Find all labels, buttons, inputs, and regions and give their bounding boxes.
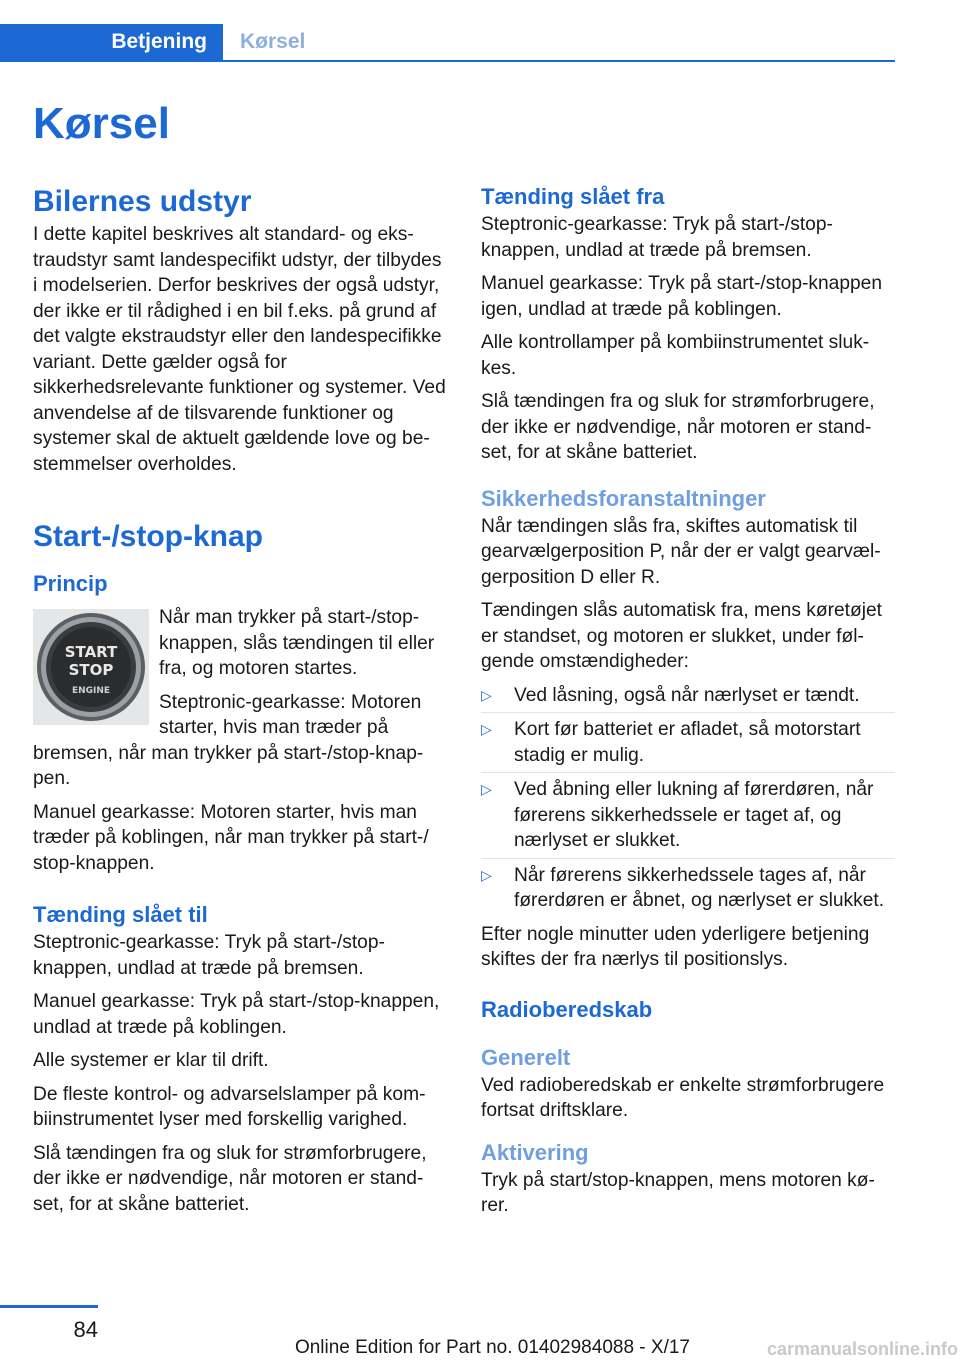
paragraph: Tryk på start/stop-knappen, mens motoren kører. [481,1169,875,1216]
right-column [481,182,895,1227]
subheading-radioberedskab: Radioberedskab [481,996,653,1022]
subheading-generelt: Generelt [481,1044,571,1070]
button-text-engine: ENGINE [71,686,111,696]
paragraph: Ved radioberedskab er enkelte strømforbrugere fortsat driftsklare. [481,1074,885,1121]
paragraph: Når tændingen slås fra, skiftes automatisk til gearvælgerposition P, når der er valgt gearvælgerposition D eller R. [481,515,881,588]
button-text-start: START [64,643,118,661]
paragraph: Efter nogle minutter uden yderligere betjening skiftes der fra nærlys til positionslys. [481,923,870,970]
button-text-stop: STOP [68,661,114,679]
paragraph: De fleste kontrol- og advarselslamper på kombiinstrumentet lyser med forskellig varighed. [33,1083,426,1130]
left-column [33,182,447,1225]
paragraph: Når man trykker på start-/stop-knappen, slås tændingen til eller fra, og motoren startes. [159,607,435,679]
list-item: ▷ Kort før batteriet er afladet, så motorstart stadig er mulig. [481,717,895,773]
chapter-title: Kørsel [33,99,170,148]
triangle-bullet-icon: ▷ [481,686,492,703]
subheading-princip: Princip [33,571,108,596]
subheading-sikkerhed: Sikkerhedsforanstaltninger [481,485,766,511]
list-item: ▷ Når førerens sikkerhedssele tages af, når førerdøren er åbnet, og nærlyset er slukket. [481,864,885,911]
tab-korsel[interactable]: Kørsel [240,30,306,53]
paragraph: Alle systemer er klar til drift. [33,1050,269,1071]
paragraph: Steptronic-gearkasse: Tryk på start-/stop-knappen, undlad at træde på bremsen. [481,214,833,261]
list-item: ▷ Ved låsning, også når nærlyset er tændt. [481,683,895,714]
paragraph: Steptronic-gearkasse: Motoren starter, hvis man træder på bremsen, når man trykker på start-/stop-knappen. [33,691,424,789]
paragraph: I dette kapitel beskrives alt standard- og ekstraudstyr samt landespecifikt udstyr, der tilbydes i modelserien. Derfor beskrives der også udstyr, der ikke er til rådighed i en bil f.eks. på grund af det valgte ekstraudstyr eller den landespecifikke variant. Dette gælder også for sikkerhedsrelevante funktioner og systemer. Ved anvendelse af de tilsvarende funktioner og systemer skal de aktuelt gældende love og bestemmelser overholdes. [33,224,446,475]
paragraph: Manuel gearkasse: Motoren starter, hvis man træder på koblingen, når man trykker på start-/ stop-knappen. [33,801,429,874]
page-number: 84 [73,1317,98,1342]
triangle-bullet-icon: ▷ [481,781,492,797]
paragraph: Alle kontrollamper på kombiinstrumentet slukkes. [481,332,870,379]
tab-betjening[interactable]: Betjening [0,24,223,60]
triangle-bullet-icon: ▷ [481,721,492,737]
watermark: carmanualsonline.info [766,1339,958,1359]
subheading-aktivering: Aktivering [481,1139,589,1165]
paragraph: Manuel gearkasse: Tryk på start-/stop-knappen, undlad at træde på koblingen. [33,991,440,1038]
paragraph: Manuel gearkasse: Tryk på start-/stop-knappen igen, undlad at træde på koblingen. [481,273,883,320]
triangle-bullet-icon: ▷ [481,866,492,883]
paragraph: Slå tændingen fra og sluk for strømforbrugere, der ikke er nødvendige, når motoren er standset, for at skåne batteriet. [33,1142,427,1215]
paragraph: Slå tændingen fra og sluk for strømforbrugere, der ikke er nødvendige, når motoren er standset, for at skåne batteriet. [481,391,875,463]
section-heading-start-stop: Start-/stop-knap [33,520,264,553]
paragraph: Steptronic-gearkasse: Tryk på start-/stop-knappen, undlad at træde på bremsen. [33,932,385,979]
header-rule [0,60,895,62]
start-stop-button-image [33,609,149,725]
subheading-taending-til: Tænding slået til [33,902,208,927]
header-tabs [0,24,895,62]
footer-edition: Online Edition for Part no. 01402984088 - X/17 [294,1337,690,1358]
footer-rule [0,1305,98,1308]
section-heading-udstyr: Bilernes udstyr [33,185,252,218]
paragraph: Tændingen slås automatisk fra, mens køretøjet er standset, og motoren er slukket, under følgende omstændigheder: [481,600,882,672]
bullet-list [481,683,895,918]
list-item: ▷ Ved åbning eller lukning af førerdøren, når førerens sikkerhedssele er taget af, og nærlyset er slukket. [481,777,895,859]
subheading-taending-fra: Tænding slået fra [481,184,665,209]
